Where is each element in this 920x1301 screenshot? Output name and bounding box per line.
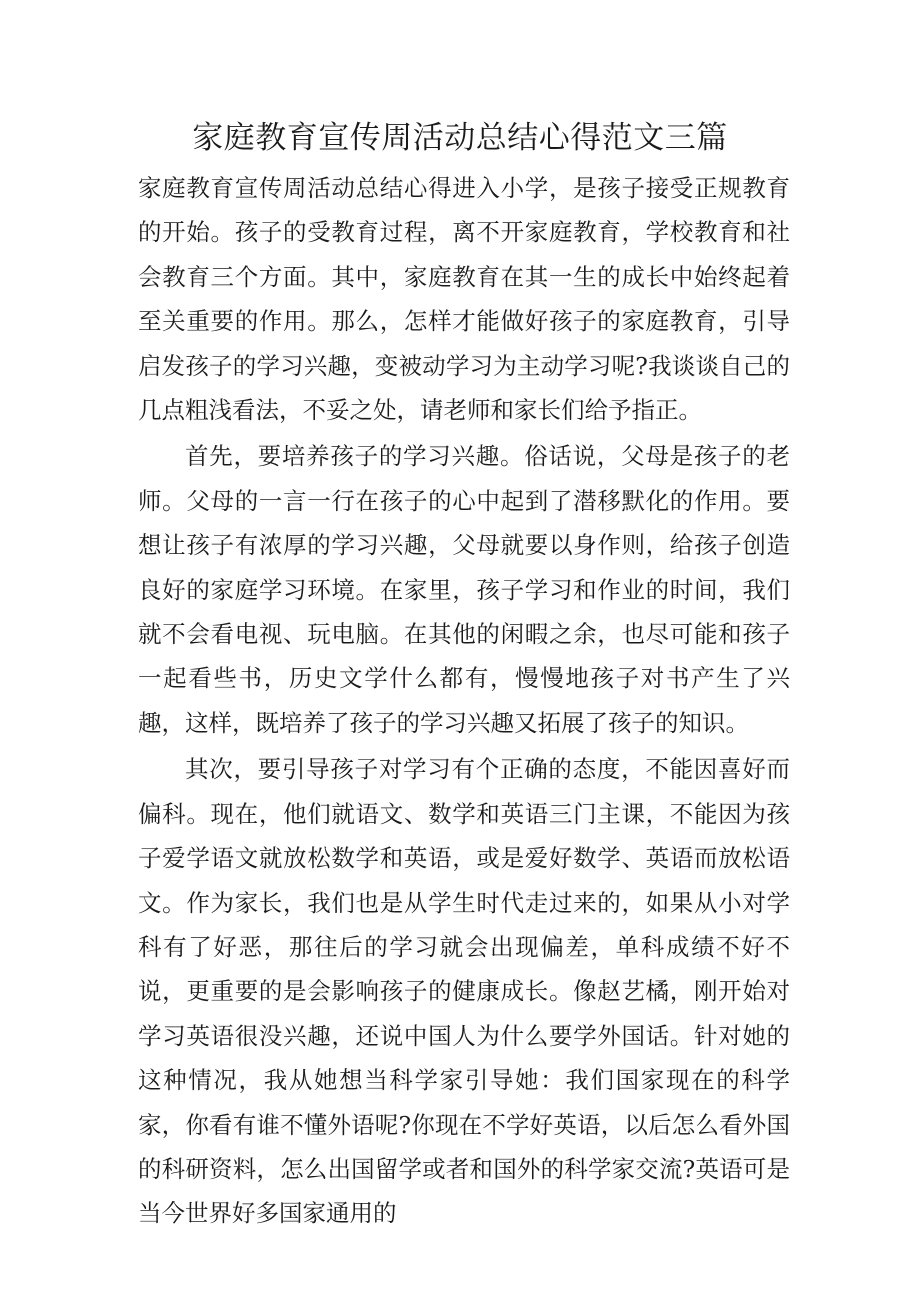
paragraph-first-point: 首先，要培养孩子的学习兴趣。俗话说，父母是孩子的老师。父母的一言一行在孩子的心中起到了潜移默化的作用。要想让孩子有浓厚的学习兴趣，父母就要以身作则，给孩子创造良好的家庭学习环境。在家里，孩子学习和作业的时间，我们就不会看电视、玩电脑。在其他的闲暇之余，也尽可能和孩子一起看些书，历史文学什么都有，慢慢地孩子对书产生了兴趣，这样，既培养了孩子的学习兴趣又拓展了孩子的知识。 xyxy=(138,442,790,737)
document-title: 家庭教育宣传周活动总结心得范文三篇 xyxy=(192,120,728,156)
paragraph-second-point: 其次，要引导孩子对学习有个正确的态度，不能因喜好而偏科。现在，他们就语文、数学和英语三门主课，不能因为孩子爱学语文就放松数学和英语，或是爱好数学、英语而放松语文。作为家长，我们也是从学生时代走过来的，如果从小对学科有了好恶，那往后的学习就会出现偏差，单科成绩不好不说，更重要的是会影响孩子的健康成长。像赵艺橘，刚开始对学习英语很没兴趣，还说中国人为什么要学外国话。针对她的这种情况，我从她想当科学家引导她：我们国家现在的科学家，你看有谁不懂外语呢?你现在不学好英语，以后怎么看外国的科研资料，怎么出国留学或者和国外的科学家交流?英语可是当今世界好多国家通用的 xyxy=(138,755,790,1228)
paragraph-intro: 家庭教育宣传周活动总结心得进入小学，是孩子接受正规教育的开始。孩子的受教育过程，离不开家庭教育，学校教育和社会教育三个方面。其中，家庭教育在其一生的成长中始终起着至关重要的作用。那么，怎样才能做好孩子的家庭教育，引导启发孩子的学习兴趣，变被动学习为主动学习呢?我谈谈自己的几点粗浅看法，不妥之处，请老师和家长们给予指正。 xyxy=(138,174,790,425)
document-body xyxy=(138,166,790,1236)
